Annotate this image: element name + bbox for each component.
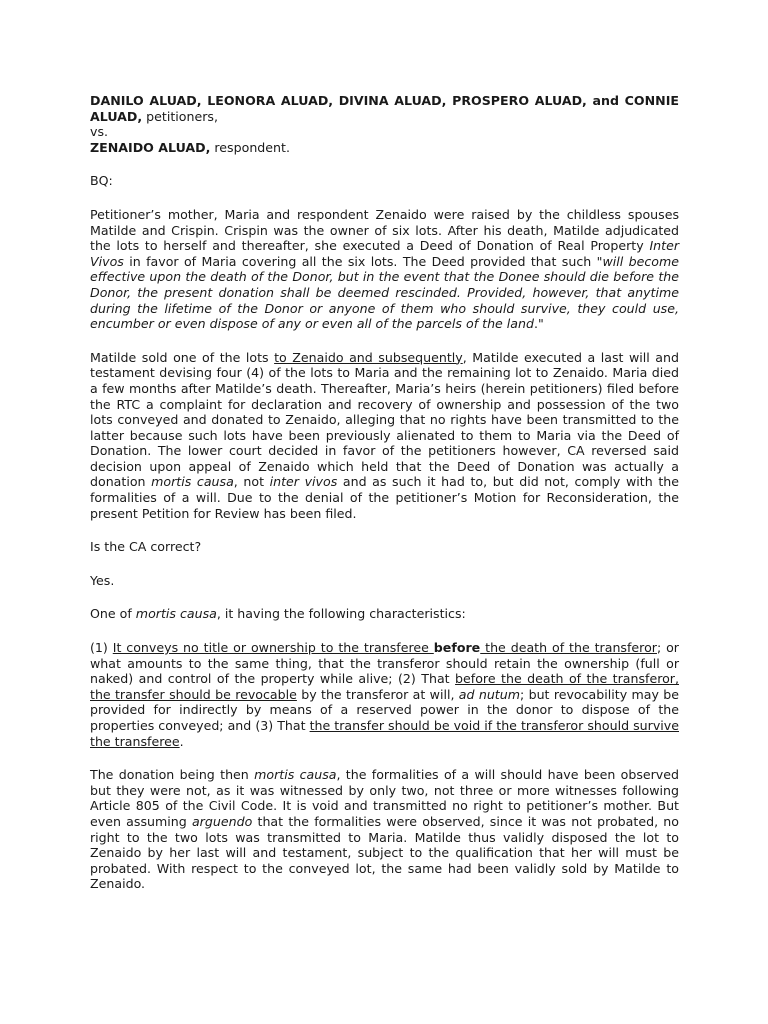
petitioners-names: DANILO ALUAD, LEONORA ALUAD, DIVINA ALUAD, PROSPERO ALUAD, and CONNIE ALUAD,: [90, 93, 679, 124]
text-run: ; but revocability may be provided for indirectly by means of a reserved power in the donor to dispose of the properties conveyed; and (3) That: [90, 686, 679, 733]
italic-run: inter vivos: [269, 474, 338, 490]
petitioners-label: petitioners,: [142, 108, 218, 124]
text-run: in favor of Maria covering all the six lots. The Deed provided that such ": [123, 253, 603, 269]
case-caption: [90, 93, 679, 155]
text-run: Petitioner’s mother, Maria and respondent Zenaido were raised by the childless spouses Matilde and Crispin. Crispin was the owner of six lots. After his death, Matilde adjudicated the lots to herself and thereafter, she executed a Deed of Donation of Real Property: [90, 206, 679, 254]
underlined-run: to Zenaido and subsequently: [274, 349, 463, 365]
text-run: , not: [233, 474, 270, 490]
text-run: , the formalities of a will should have been observed but they were not, as it was witnessed by only two, not three or more witnesses following Article 805 of the Civil Code. It is void and transmitted no right to petitioner’s mother. But even assuming: [90, 767, 680, 829]
quoted-deed-provision: will become effective upon the death of the Donor, but in the event that the Donee should die before the Donor, the present donation shall be deemed rescinded. Provided, however, that anytime during the lifetime of the Donor or anyone of them who should survive, they could use, encumber or even dispose of any or even all of the parcels of the land: [90, 253, 680, 332]
text-run: ; or what amounts to the same thing, that the transferor should retain the ownership (full or naked) and control of the property while alive; (2) That: [90, 640, 679, 687]
underlined-run: the death of the transferor: [480, 640, 657, 656]
document-page: [90, 93, 679, 910]
italic-run: arguendo: [191, 813, 253, 829]
respondent-name: ZENAIDO ALUAD,: [90, 139, 211, 155]
text-run: One of: [90, 606, 136, 622]
italic-run: ad nutum: [458, 686, 520, 702]
respondent-line: [90, 140, 679, 156]
text-run: The donation being then: [90, 767, 255, 783]
text-run: that the formalities were observed, since it was not probated, no right to the two lots was transmitted to Maria. Matilde thus validly disposed the lot to Zenaido by her last will and testament, subject to the qualification that her will must be probated. With respect to the conveyed lot, the same had been validly sold by Matilde to Zenaido.: [90, 813, 679, 892]
question-paragraph: Is the CA correct?: [90, 539, 202, 555]
conclusion-paragraph: [90, 767, 679, 892]
characteristics-paragraph: [90, 640, 679, 749]
respondent-label: respondent.: [210, 139, 290, 155]
text-run: by the transferor at will,: [296, 686, 459, 702]
bq-label: BQ:: [90, 173, 113, 189]
italic-run: Inter Vivos: [90, 238, 679, 269]
italic-run: mortis causa: [254, 767, 337, 783]
bold-run: before: [433, 640, 481, 656]
italic-run: mortis causa: [135, 606, 217, 622]
text-run: (1): [90, 640, 113, 656]
italic-run: mortis causa: [151, 474, 234, 490]
text-run: and as such it had to, but did not, comply with the formalities of a will. Due to the denial of the petitioner’s Motion for Reconsideration, the present Petition for Review has been filed.: [90, 474, 679, 521]
facts-paragraph-2: [90, 350, 679, 522]
versus-line: vs.: [90, 124, 109, 140]
facts-paragraph-1: [90, 207, 679, 332]
underlined-run: the transfer should be void if the transferor should survive the transferee: [90, 718, 679, 749]
underlined-run: before the death of the transferor, the transfer should be revocable: [90, 671, 679, 702]
text-run: .": [534, 316, 544, 332]
underlined-run: It conveys no title or ownership to the transferee: [112, 640, 434, 656]
answer-paragraph: Yes.: [90, 572, 115, 588]
petitioners-line: [90, 93, 679, 124]
text-run: , it having the following characteristics:: [216, 606, 466, 622]
characteristics-intro: [90, 606, 679, 622]
text-run: , Matilde executed a last will and testament devising four (4) of the lots to Maria and the remaining lot to Zenaido. Maria died a few months after Matilde’s death. Thereafter, Maria’s heirs (herein petitioners) filed before the RTC a complaint for declaration and recovery of ownership and possession of the two lots conveyed and donated to Zenaido, alleging that no rights have been transmitted to the latter because such lots have been previously alienated to them to Maria via the Deed of Donation. The lower court decided in favor of the petitioners however, CA reversed said decision upon appeal of Zenaido which held that the Deed of Donation was actually a donation: [90, 349, 679, 490]
text-run: Matilde sold one of the lots: [90, 349, 275, 365]
text-run: .: [179, 733, 184, 749]
